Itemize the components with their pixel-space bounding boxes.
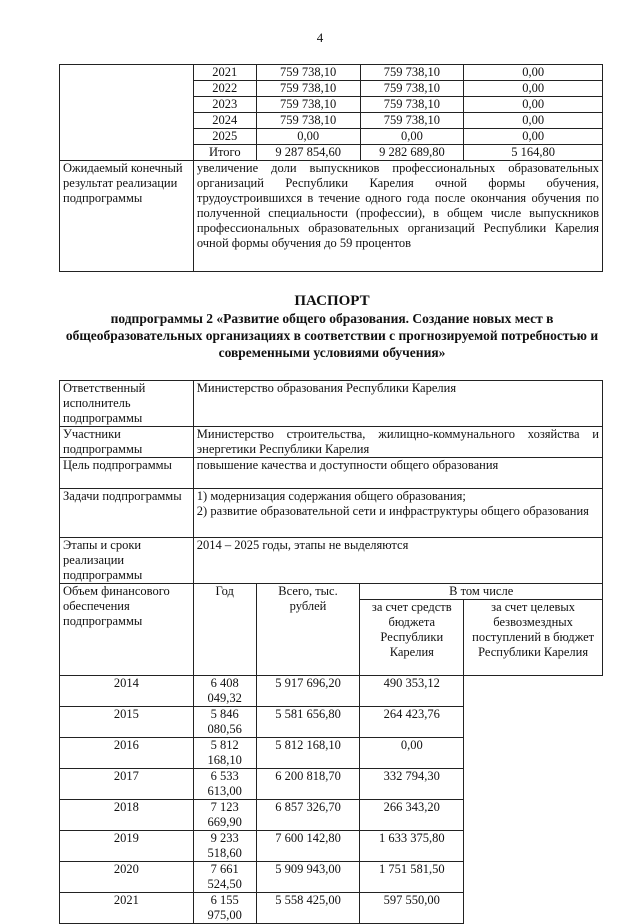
cell-year: 2017: [60, 769, 194, 800]
cell-total: 9 233 518,60: [193, 831, 256, 862]
cell-budget: 759 738,10: [360, 81, 464, 97]
passport-title: [60, 293, 604, 361]
cell-budget: 6 857 326,70: [256, 800, 360, 831]
financing-table-continued: [59, 64, 603, 272]
table-row: [60, 65, 603, 81]
passport-subtitle: подпрограммы 2 «Развитие общего образования. Создание новых мест в общеобразовательных организациях в соответствии с прогнозируемой потребностью и современными условиями обучения»: [65, 311, 599, 360]
stages-row: [60, 538, 603, 584]
cell-year: 2019: [60, 831, 194, 862]
cell-year: 2015: [60, 707, 194, 738]
finance-header-row: [60, 584, 603, 600]
col-other-header: за счет целевых безвозмездных поступлений в бюджет Республики Карелия: [464, 600, 603, 676]
table-row: [60, 862, 603, 893]
cell-year: 2014: [60, 676, 194, 707]
cell-other: 1 751 581,50: [360, 862, 464, 893]
cell-budget: 7 600 142,80: [256, 831, 360, 862]
table-row: [60, 769, 603, 800]
cell-total: 6 533 613,00: [193, 769, 256, 800]
participants-value: Министерство строительства, жилищно-коммунального хозяйства и энергетики Республики Карелия: [193, 427, 602, 458]
cell-other: 490 353,12: [360, 676, 464, 707]
cell-total: 5 812 168,10: [193, 738, 256, 769]
cell-total: 759 738,10: [256, 97, 360, 113]
expected-result-text: увеличение доли выпускников профессиональных образовательных организаций Республики Карелия очной формы обучения, трудоустроившихся в течение одного года после окончания обучения по полученной специальности (профессии), в общем числе выпускников профессиональных образовательных организаций Республики Карелия очной формы обучения до 59 процентов: [193, 161, 602, 272]
cell-year: 2021: [193, 65, 256, 81]
tasks-label: Задачи подпрограммы: [60, 489, 194, 538]
col-year-header: Год: [193, 584, 256, 676]
cell-total: 759 738,10: [256, 65, 360, 81]
cell-other: 0,00: [464, 97, 603, 113]
responsible-row: [60, 381, 603, 427]
cell-total: 7 661 524,50: [193, 862, 256, 893]
table-row: [60, 738, 603, 769]
responsible-value: Министерство образования Республики Карелия: [193, 381, 602, 427]
page-number: 4: [316, 30, 324, 45]
cell-year: 2025: [193, 129, 256, 145]
cell-budget: 5 909 943,00: [256, 862, 360, 893]
cell-budget: 9 282 689,80: [360, 145, 464, 161]
cell-other: 5 164,80: [464, 145, 603, 161]
goal-label: Цель подпрограммы: [60, 458, 194, 489]
tasks-row: [60, 489, 603, 538]
passport-heading: ПАСПОРТ: [294, 293, 370, 309]
expected-result-label: Ожидаемый конечный результат реализации подпрограммы: [60, 161, 194, 272]
stages-label: Этапы и сроки реализации подпрограммы: [60, 538, 194, 584]
cell-other: 0,00: [464, 129, 603, 145]
participants-label: Участники подпрограммы: [60, 427, 194, 458]
cell-budget: 759 738,10: [360, 65, 464, 81]
cell-total: 759 738,10: [256, 81, 360, 97]
cell-other: 0,00: [360, 738, 464, 769]
cell-other: 0,00: [464, 81, 603, 97]
task-2: 2) развитие образовательной сети и инфраструктуры общего образования: [196, 504, 589, 518]
finance-label: Объем финансового обеспечения подпрограммы: [60, 584, 194, 676]
cell-other: 0,00: [464, 65, 603, 81]
col-total-header: Всего, тыс. рублей: [256, 584, 360, 676]
cell-budget: 5 812 168,10: [256, 738, 360, 769]
cell-year: 2022: [193, 81, 256, 97]
cell-other: 332 794,30: [360, 769, 464, 800]
col-including-header: В том числе: [360, 584, 603, 600]
cell-budget: 5 917 696,20: [256, 676, 360, 707]
cell-budget: 0,00: [360, 129, 464, 145]
tasks-value: [193, 489, 602, 538]
cell-total: 759 738,10: [256, 113, 360, 129]
table-row: [60, 831, 603, 862]
cell-budget: 759 738,10: [360, 113, 464, 129]
cell-year: 2018: [60, 800, 194, 831]
cell-other: 597 550,00: [360, 893, 464, 924]
table-row: [60, 800, 603, 831]
cell-year: Итого: [193, 145, 256, 161]
cell-budget: 5 558 425,00: [256, 893, 360, 924]
cell-year: 2021: [60, 893, 194, 924]
goal-value: повышение качества и доступности общего образования: [193, 458, 602, 489]
cell-other: 0,00: [464, 113, 603, 129]
cell-total: 5 846 080,56: [193, 707, 256, 738]
cell-total: 9 287 854,60: [256, 145, 360, 161]
cell-other: 264 423,76: [360, 707, 464, 738]
stages-value: 2014 – 2025 годы, этапы не выделяются: [193, 538, 602, 584]
cell-total: 6 408 049,32: [193, 676, 256, 707]
cell-year: 2016: [60, 738, 194, 769]
col-budget-header: за счет средств бюджета Республики Карелия: [360, 600, 464, 676]
cell-year: 2024: [193, 113, 256, 129]
cell-year: 2023: [193, 97, 256, 113]
task-1: 1) модернизация содержания общего образования;: [196, 489, 466, 503]
cell-other: 266 343,20: [360, 800, 464, 831]
cell-budget: 6 200 818,70: [256, 769, 360, 800]
cell-total: 0,00: [256, 129, 360, 145]
responsible-label: Ответственный исполнитель подпрограммы: [60, 381, 194, 427]
table-row: [60, 893, 603, 924]
cell-total: 6 155 975,00: [193, 893, 256, 924]
expected-result-row: [60, 161, 603, 272]
passport-table: [59, 380, 603, 924]
cell-total: 7 123 669,90: [193, 800, 256, 831]
goal-row: [60, 458, 603, 489]
cell-year: 2020: [60, 862, 194, 893]
table-row: [60, 676, 603, 707]
cell-budget: 5 581 656,80: [256, 707, 360, 738]
empty-label-cell: [60, 65, 194, 161]
table-row: [60, 707, 603, 738]
cell-other: 1 633 375,80: [360, 831, 464, 862]
participants-row: [60, 427, 603, 458]
cell-budget: 759 738,10: [360, 97, 464, 113]
